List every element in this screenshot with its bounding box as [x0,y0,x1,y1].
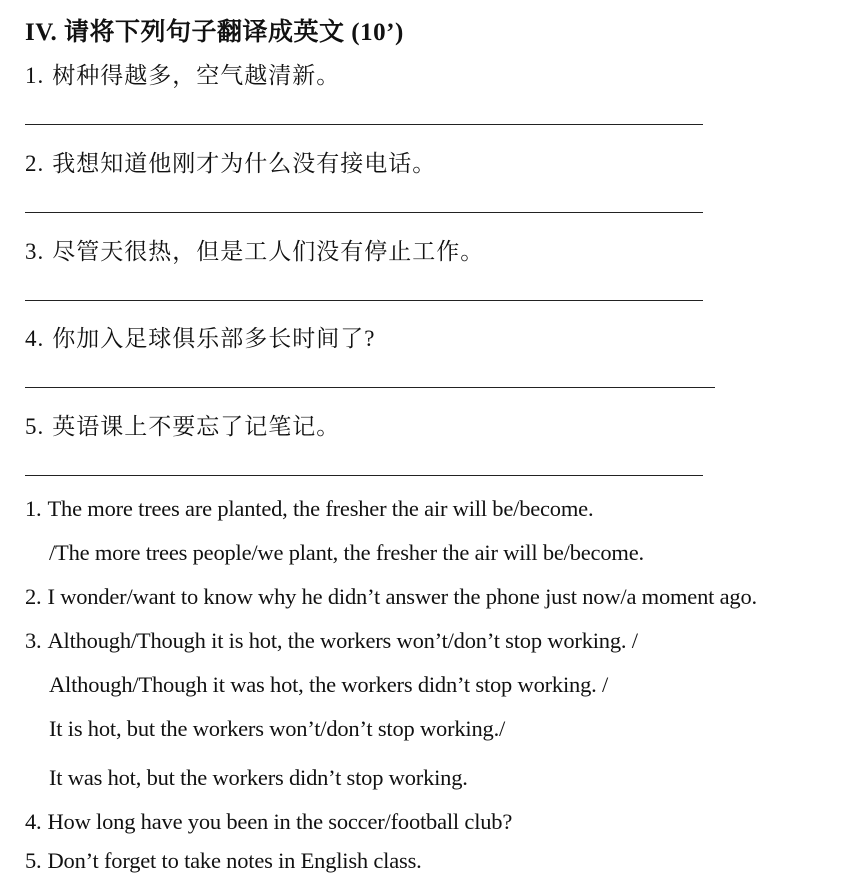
question-number: 3. [25,239,45,264]
answer-number: 5. [25,848,42,873]
answer-3-alt-1: Although/Though it was hot, the workers didn’t stop working. / [49,672,609,697]
question-4 [25,320,375,353]
question-text: 英语课上不要忘了记笔记。 [52,414,341,439]
answer-1 [25,496,593,522]
answer-text: Although/Though it is hot, the workers won’t/don’t stop working. / [47,628,638,653]
answer-blank-4 [25,387,715,388]
answer-blank-5 [25,475,703,476]
question-2 [25,145,436,178]
answer-4 [25,809,512,835]
answer-blank-2 [25,212,703,213]
answer-2 [25,584,757,610]
answer-text: The more trees are planted, the fresher the air will be/become. [47,496,594,521]
question-text: 树种得越多，空气越清新。 [52,63,341,88]
answer-5 [25,848,422,874]
answer-number: 3. [25,628,42,653]
question-text: 我想知道他刚才为什么没有接电话。 [52,151,437,176]
answer-text: I wonder/want to know why he didn’t answer the phone just now/a moment ago. [47,584,757,609]
answer-number: 1. [25,496,42,521]
answer-text: How long have you been in the soccer/football club? [47,809,513,834]
section-heading: IV. 请将下列句子翻译成英文 (10’) [25,19,404,46]
question-text: 尽管天很热，但是工人们没有停止工作。 [52,239,485,264]
question-number: 2. [25,151,45,176]
answer-1-alt: /The more trees people/we plant, the fresher the air will be/become. [49,540,644,565]
question-number: 1. [25,63,45,88]
question-1 [25,57,340,90]
answer-text: Don’t forget to take notes in English class. [47,848,422,873]
answer-3-alt-2: It is hot, but the workers won’t/don’t stop working./ [49,716,506,741]
question-5 [25,408,340,441]
answer-blank-1 [25,124,703,125]
answer-number: 4. [25,809,42,834]
answer-3-alt-3: It was hot, but the workers didn’t stop working. [49,765,468,790]
question-text: 你加入足球俱乐部多长时间了? [52,326,376,351]
answer-3 [25,628,638,654]
question-number: 5. [25,414,45,439]
answer-blank-3 [25,300,703,301]
question-number: 4. [25,326,45,351]
question-3 [25,233,484,266]
answer-number: 2. [25,584,42,609]
